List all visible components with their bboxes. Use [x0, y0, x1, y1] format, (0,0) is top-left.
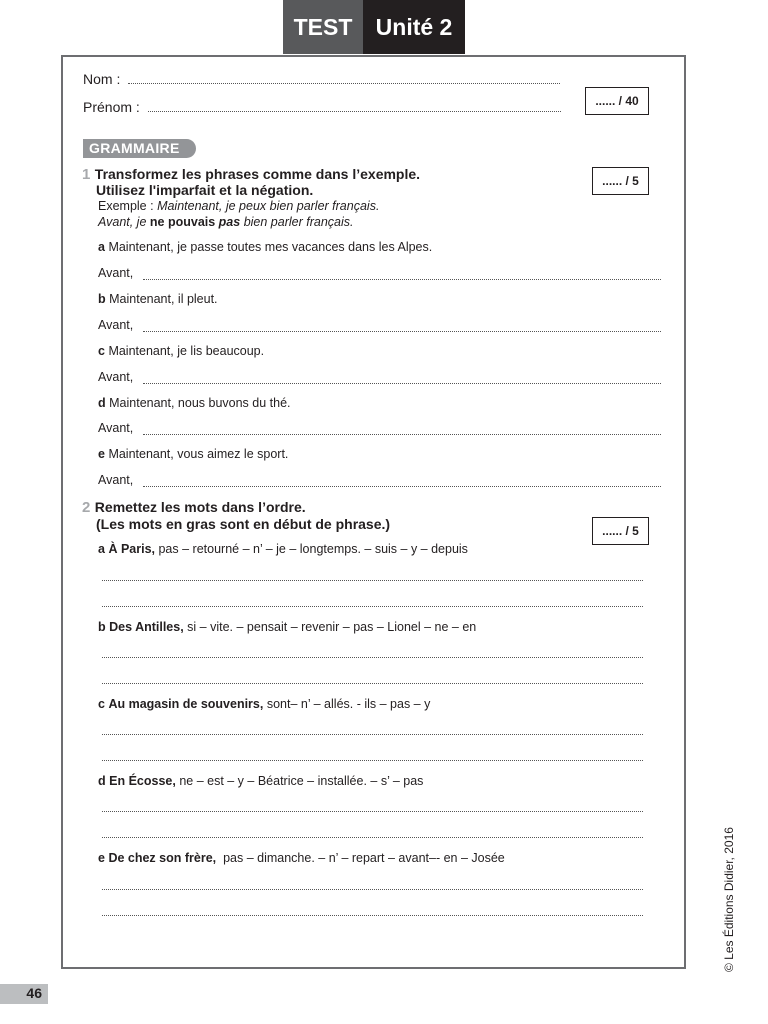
q1-number: 1	[82, 166, 91, 183]
example-ne: ne	[149, 215, 165, 229]
q2-item	[98, 620, 476, 634]
answer-line[interactable]	[143, 434, 661, 435]
answer-prefix: Avant,	[98, 473, 134, 487]
q1-answer-row	[98, 266, 133, 280]
item-letter: a	[98, 240, 105, 254]
answer-line[interactable]	[102, 837, 643, 838]
q1-example-line2	[98, 215, 353, 229]
q1-answer-row	[98, 473, 133, 487]
q1-item	[98, 240, 432, 254]
q2-item	[98, 697, 430, 711]
answer-line[interactable]	[102, 580, 643, 581]
answer-line[interactable]	[102, 657, 643, 658]
name-label: Nom :	[83, 71, 121, 87]
q1-title-line2: Utilisez l'imparfait et la négation.	[96, 182, 314, 198]
answer-line[interactable]	[102, 760, 643, 761]
answer-line[interactable]	[102, 915, 643, 916]
name-field[interactable]	[128, 83, 560, 84]
example-part-c: bien parler français.	[240, 215, 354, 229]
item-letter: d	[98, 396, 106, 410]
answer-prefix: Avant,	[98, 421, 134, 435]
answer-line[interactable]	[102, 683, 643, 684]
item-letter: d	[98, 774, 106, 788]
item-words: si – vite. – pensait – revenir – pas – Lionel – ne – en	[187, 620, 477, 634]
item-letter: e	[98, 851, 105, 865]
name-row	[83, 71, 560, 87]
item-lead-words: Au magasin de souvenirs,	[108, 697, 264, 711]
page-number-tab	[0, 984, 48, 1004]
copyright-notice: © Les Éditions Didier, 2016	[722, 827, 736, 972]
item-text: Maintenant, vous aimez le sport.	[108, 447, 289, 461]
item-words: pas – dimanche. – n’ – repart – avant–- en – Josée	[223, 851, 505, 865]
example-pas: pas	[218, 215, 241, 229]
q2-item	[98, 542, 468, 556]
item-letter: c	[98, 697, 105, 711]
worksheet-header	[283, 0, 465, 54]
q2-item	[98, 851, 505, 865]
answer-prefix: Avant,	[98, 266, 134, 280]
total-score-box: ...... / 40	[585, 87, 649, 115]
q1-score-box: ...... / 5	[592, 167, 649, 195]
item-lead-words: À Paris,	[108, 542, 155, 556]
firstname-field[interactable]	[148, 111, 561, 112]
item-words: pas – retourné – n’ – je – longtemps. – suis – y – depuis	[158, 542, 468, 556]
item-lead-words: En Écosse,	[109, 774, 176, 788]
item-letter: b	[98, 620, 106, 634]
example-sentence: Maintenant, je peux bien parler français.	[157, 199, 380, 213]
q1-title-line1: Transformez les phrases comme dans l’exemple.	[94, 166, 421, 182]
item-letter: a	[98, 542, 105, 556]
item-text: Maintenant, je passe toutes mes vacances dans les Alpes.	[108, 240, 433, 254]
q2-number: 2	[82, 499, 91, 516]
item-lead-words: De chez son frère,	[108, 851, 217, 865]
q2-item	[98, 774, 423, 788]
q1-answer-row	[98, 370, 133, 384]
answer-line[interactable]	[143, 383, 661, 384]
q1-item	[98, 447, 288, 461]
firstname-label: Prénom :	[83, 99, 140, 115]
answer-line[interactable]	[102, 734, 643, 735]
q1-answer-row	[98, 318, 133, 332]
item-text: Maintenant, il pleut.	[109, 292, 218, 306]
item-letter: e	[98, 447, 105, 461]
answer-prefix: Avant,	[98, 370, 134, 384]
answer-line[interactable]	[102, 811, 643, 812]
answer-line[interactable]	[102, 606, 643, 607]
q1-item	[98, 344, 264, 358]
item-letter: c	[98, 344, 105, 358]
answer-line[interactable]	[102, 889, 643, 890]
item-lead-words: Des Antilles,	[109, 620, 184, 634]
example-pouvais: pouvais	[164, 215, 219, 229]
q1-item	[98, 292, 218, 306]
section-tag-grammaire: GRAMMAIRE	[83, 139, 196, 158]
q2-title-line1: Remettez les mots dans l’ordre.	[94, 499, 306, 515]
unit-title: Unité 2	[363, 0, 465, 54]
q2-score-box: ...... / 5	[592, 517, 649, 545]
answer-line[interactable]	[143, 486, 661, 487]
item-text: Maintenant, je lis beaucoup.	[108, 344, 265, 358]
item-letter: b	[98, 292, 106, 306]
q2-title	[82, 499, 306, 517]
test-label: TEST	[283, 0, 363, 54]
page-number: 46	[26, 985, 42, 1001]
item-words: sont– n’ – allés. - ils – pas – y	[266, 697, 431, 711]
q1-answer-row	[98, 421, 133, 435]
q1-item	[98, 396, 291, 410]
item-words: ne – est – y – Béatrice – installée. – s’ – pas	[179, 774, 424, 788]
firstname-row	[83, 99, 561, 115]
answer-line[interactable]	[143, 279, 661, 280]
q1-example-line1	[98, 199, 379, 213]
example-prefix: Exemple :	[98, 199, 158, 213]
example-part-a: Avant, je	[98, 215, 150, 229]
item-text: Maintenant, nous buvons du thé.	[109, 396, 291, 410]
q2-title-line2: (Les mots en gras sont en début de phrase.)	[96, 516, 391, 532]
answer-prefix: Avant,	[98, 318, 134, 332]
answer-line[interactable]	[143, 331, 661, 332]
